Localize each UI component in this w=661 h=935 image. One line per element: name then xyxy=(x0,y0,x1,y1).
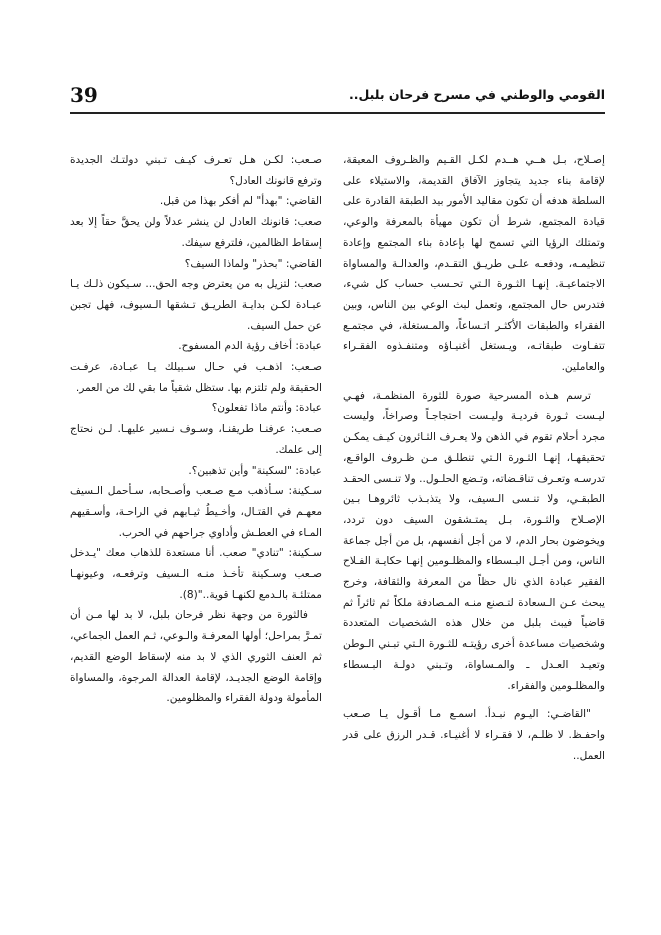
left-column xyxy=(70,150,322,709)
dialogue-line: صـعب: لكـن هـل تعـرف كيـف تـبني دولتـك الجديدة وترفع قانونك العادل؟ xyxy=(70,154,322,187)
paragraph: إصـلاح، بـل هــي هــدم لكـل القـيم والظـروف المعيقة، لإقامة بناء جديد يتجاوز الآفاق القديمة، والاستيلاء على السلطة هدفه أن تكون مقاليد الأمور بيد الطبقة القادرة على قيادة المجتمع، شرط أن تكون مهيأة بالمعرفة والوعي، وتمتلك الرؤيا التي تسمح لها بإعادة بناء المجتمع وإعادة تنظيمـه، ودفعـه علـى طريـق التقـدم، والعدالـة والمساواة الاجتماعيـة. إنهـا الثـورة الـتي تحـسب حساب كل شيء، فتدرس حال المجتمع، وتعمل لبث الوعي بين الناس، وبين الفقراء والطبقات الأكثـر اتـساعاً، والمـستغلة، في مجتمـع تتفـاوت طبقاتـه، ويـستغل أغنيـاؤه ومتنفـذوه الفقـراء والعاملين. xyxy=(343,154,605,374)
paragraph: فالثورة من وجهة نظر فرحان بلبل، لا بد لها مـن أن تمـرَّ بمراحل؛ أولها المعرفـة والـوعي، ثـم العمل الجماعي، ثم العنف الثوري الذي لا بد منه لإسقاط الوضع القديم، وإقامة الوضع الجديـد، لإقامة العدالة المرجوة، والمساواة المأمولة ودولة الفقراء والمظلومين. xyxy=(70,609,322,705)
right-column xyxy=(343,150,605,774)
dialogue-line: صـعب: اذهـب في حـال سـبيلك يـا عبـادة، عرفـت الحقيقة ولم تلتزم بها. ستظل شقياً ما بقي لك من العمر. xyxy=(70,361,322,394)
header-rule xyxy=(70,112,605,114)
dialogue-line: القاضي: "بحذر" ولماذا السيف؟ xyxy=(184,257,322,270)
quoted-paragraph: "القاضـي: اليـوم نبـدأ. اسمـع مـا أقـول يـا صـعب واحفـظ. لا ظلـم، لا فقـراء لا أغنيـاء. قـدر الرزق على قدر العمل.. xyxy=(343,708,605,762)
dialogue-line: القاضي: "بهدأ" لم أفكر بهذا من قبل. xyxy=(159,195,322,208)
page-number: 39 xyxy=(70,83,98,107)
dialogue-line: عبادة: "لسكينة" وأين تذهبين؟. xyxy=(188,464,322,477)
dialogue-line: صـعب: عرفنـا طريقنـا، وسـوف نـسير عليهـا. لـن نحتاج إلى علمك. xyxy=(70,423,322,456)
dialogue-line: عبادة: وأنتم ماذا تفعلون؟ xyxy=(211,402,322,415)
dialogue-line: سـكينة: سـأذهب مـع صـعب وأصـحابه، سـأحمل الـسيف معهـم في القتـال، وأخـيطُ ثيـابهم في الراحـة، وأسـقيهم المـاء في العطـش وأداوي جراحهم في الحرب. xyxy=(70,485,322,539)
paragraph: ترسم هـذه المسرحية صورة للثورة المنظمـة، فهـي ليـست ثـورة فرديـة وليـست احتجاجـاً وصراخاً، وليست مجرد أحلام تقوم في الذهن ولا يعـرف الثـائرون كيـف يمكـن تحقيقهـا، إنهـا الثـورة الـتي تنطلـق مـن ظـروف الواقـع، تدرسـه وتعـرف تناقـضاته، وتـضع الحلـول.. ولا تنـسى الحقـد الطبقـي، ولا تنـسى الـسيف، ولا يتذبـذب ثائروهـا بـين الإصـلاح والثـورة، بـل يمتـشقون السيف دون تردد، ويخوضون بحار الدم، لا من أجل أنفسهم، بل من أجل جماعة الناس، ومن أجـل البـسطاء والمظلـومين إنهـا حكايـة الفـلاح الفقير عبادة الذي نال حظاً من المعرفة والثقافة، وخرج يبحث عـن الـسعادة لتـصنع منـه المـصادفة ملكاً ثم ثائراً ثم قاضياً فيبث بلبل من خلال هذه الشخصيات المتعددة وشخصيات مساعدة أخرى رؤيتـه للثـورة الـتي تبـني الـوطن وتعيـد العـدل ـ والمـساواة، وتـبني دولـة البـسطاء والمظلـومين والفقراء. xyxy=(343,389,605,692)
dialogue-line: عبادة: أخاف رؤية الدم المسفوح. xyxy=(178,340,322,353)
dialogue-line: صعب: لتزيل به من يعترض وجه الحق... سـيكون ذلـك يـا عبـادة لكـن بدايـة الطريـق تـشقها الـسيوف، فهل تجبن عن حمل السيف. xyxy=(70,278,322,332)
dialogue-line: سـكينة: "تنادي" صعب. أنا مستعدة للذهاب معك "يـدخل صـعب وسـكينة تأخـذ منـه الـسيف وترفعـه، وعيونهـا ممتلئـة بالـدمع لكنهـا قوية.."(8). xyxy=(70,547,322,601)
running-title: القومي والوطني في مسرح فرحان بلبل.. xyxy=(348,87,605,102)
page-header xyxy=(70,82,605,110)
dialogue-line: صعب: قانونك العادل لن ينشر عدلاً ولن يحقَّ حقاً إلا بعد إسقاط الظالمين، فلترفع سيفك. xyxy=(70,216,322,249)
